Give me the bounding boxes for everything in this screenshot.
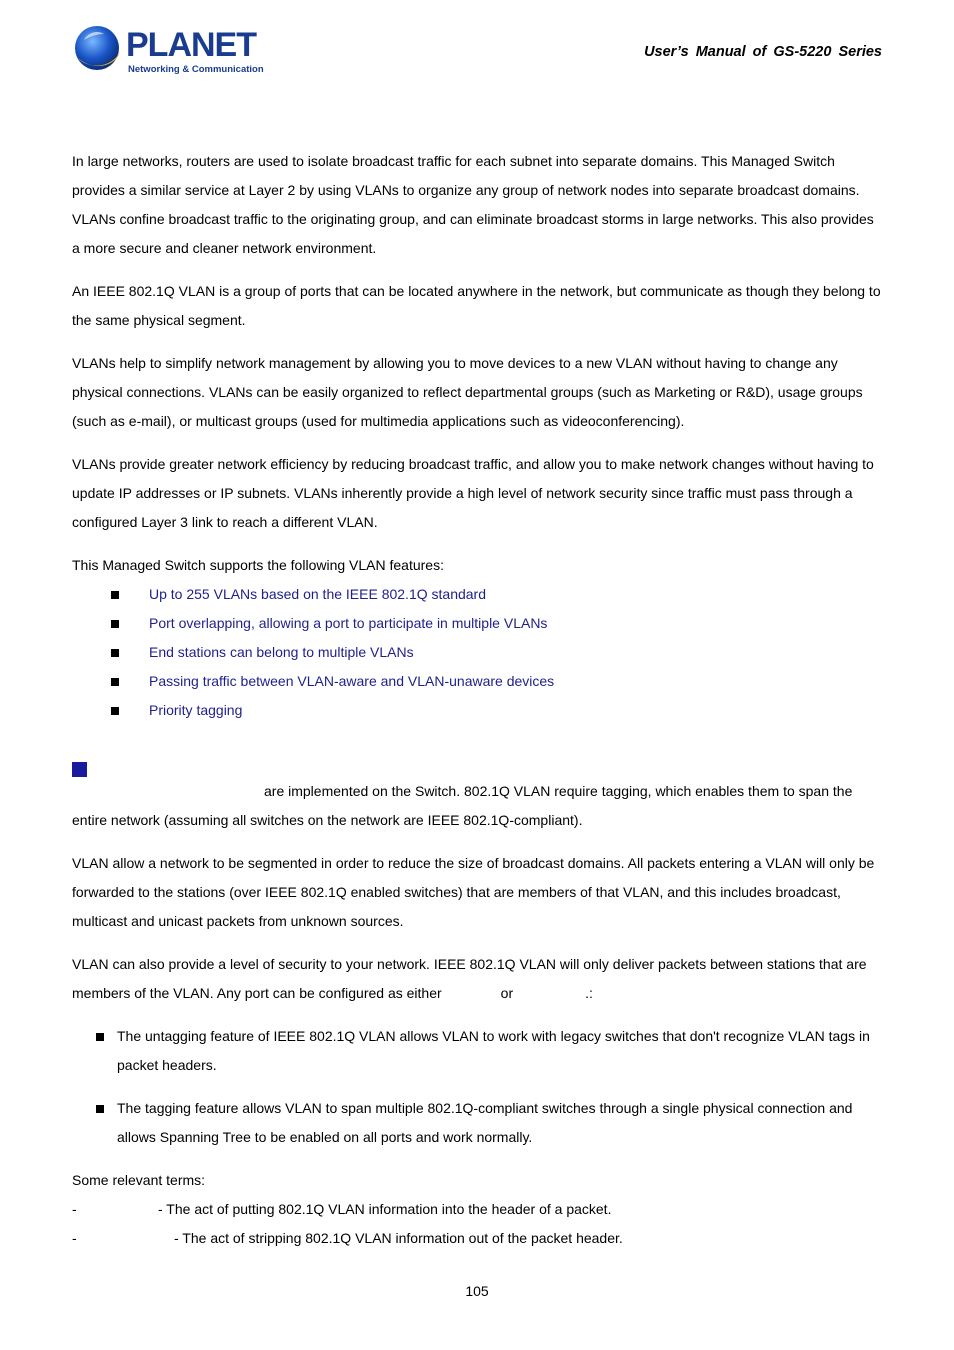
- section-paragraph-1: [72, 777, 884, 835]
- term-definition: - The act of putting 802.1Q VLAN information into the header of a packet.: [158, 1201, 612, 1217]
- term-row: [72, 1224, 884, 1253]
- term-row: [72, 1195, 884, 1224]
- feature-item: Priority tagging: [72, 696, 884, 725]
- manual-title: User’s Manual of GS-5220 Series: [644, 44, 882, 60]
- term-dash: -: [72, 1230, 77, 1246]
- planet-logo: [72, 22, 272, 78]
- section-paragraph-3-line-1: VLAN can also provide a level of security to your network. IEEE 802.1Q VLAN will only deliver packets between stations that are: [72, 956, 867, 972]
- page-content: [72, 147, 884, 1253]
- feature-item: End stations can belong to multiple VLANs: [72, 638, 884, 667]
- section-paragraph-3: [72, 950, 884, 1008]
- tagging-item: The tagging feature allows VLAN to span multiple 802.1Q-compliant switches through a single physical connection and allows Spanning Tree to be enabled on all ports and work normally.: [72, 1094, 884, 1152]
- logo-wordmark: PLANET: [126, 26, 256, 64]
- intro-paragraph-3: VLANs help to simplify network management by allowing you to move devices to a new VLAN without having to change any physical connections. VLANs can be easily organized to reflect departmental groups (such as Marketing or R&D), usage groups (such as e-mail), or multicast groups (used for multimedia applications such as videoconferencing).: [72, 355, 863, 429]
- intro-paragraph-2: An IEEE 802.1Q VLAN is a group of ports that can be located anywhere in the network, but communicate as though they belong to the same physical segment.: [72, 283, 881, 328]
- section-paragraph-2: VLAN allow a network to be segmented in order to reduce the size of broadcast domains. All packets entering a VLAN will only be forwarded to the stations (over IEEE 802.1Q enabled switches) that are members of that VLAN, and this includes broadcast, multicast and unicast packets from unknown sources.: [72, 855, 875, 929]
- tagging-list: [72, 1022, 884, 1152]
- intro-paragraph-4: VLANs provide greater network efficiency by reducing broadcast traffic, and allow you to make network changes without having to update IP addresses or IP subnets. VLANs inherently provide a high level of network security since traffic must pass through a configured Layer 3 link to reach a different VLAN.: [72, 456, 874, 530]
- logo-tagline: Networking & Communication: [128, 64, 264, 75]
- term-definition: - The act of stripping 802.1Q VLAN information out of the packet header.: [174, 1230, 623, 1246]
- features-intro: This Managed Switch supports the following VLAN features:: [72, 557, 444, 573]
- section-paragraph-3-text-b: or: [500, 985, 514, 1001]
- feature-item: Up to 255 VLANs based on the IEEE 802.1Q standard: [72, 580, 884, 609]
- intro-paragraph-1: In large networks, routers are used to isolate broadcast traffic for each subnet into separate domains. This Managed Switch provides a similar service at Layer 2 by using VLANs to organize any group of network nodes into separate broadcast domains. VLANs confine broadcast traffic to the originating group, and can eliminate broadcast storms in large networks. This also provides a more secure and cleaner network environment.: [72, 153, 874, 256]
- section-paragraph-3-text-a: members of the VLAN. Any port can be configured as either: [72, 985, 442, 1001]
- terms-intro: Some relevant terms:: [72, 1172, 206, 1188]
- page-number: 105: [465, 1283, 489, 1299]
- feature-item: Passing traffic between VLAN-aware and VLAN-unaware devices: [72, 667, 884, 696]
- term-dash: -: [72, 1201, 77, 1217]
- feature-item: Port overlapping, allowing a port to participate in multiple VLANs: [72, 609, 884, 638]
- vlan-feature-list: [72, 580, 884, 725]
- section-heading-marker: [72, 762, 87, 777]
- section-paragraph-3-text-c: .:: [585, 985, 593, 1001]
- section-paragraph-1-line-1: are implemented on the Switch. 802.1Q VLAN require tagging, which enables them to span the: [264, 783, 853, 799]
- section-paragraph-1-line-2: entire network (assuming all switches on the network are IEEE 802.1Q-compliant).: [72, 812, 583, 828]
- tagging-item: The untagging feature of IEEE 802.1Q VLAN allows VLAN to work with legacy switches that don't recognize VLAN tags in packet headers.: [72, 1022, 884, 1080]
